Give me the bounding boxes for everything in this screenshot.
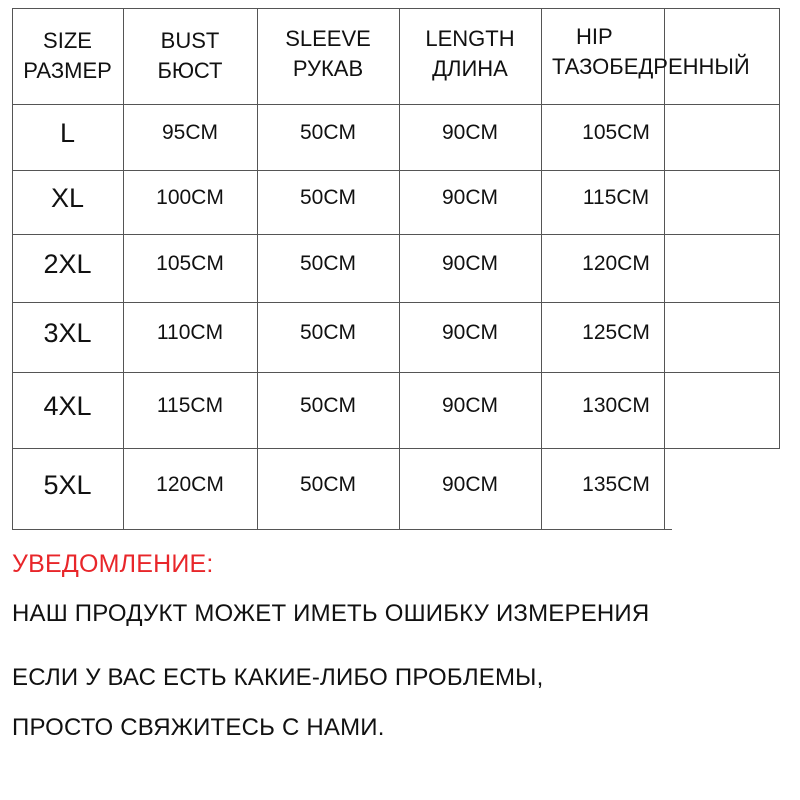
- cell-size: 4XL: [43, 391, 92, 421]
- cell-bust: 95CM: [161, 121, 219, 144]
- cell-hip: 125CM: [582, 321, 650, 344]
- grid-line-row6: [12, 448, 780, 449]
- grid-line-top: [12, 8, 780, 9]
- cell-sleeve: 50CM: [299, 394, 357, 417]
- cell-size: 3XL: [43, 318, 92, 348]
- header-size-en: SIZE: [43, 28, 92, 53]
- cell-bust: 105CM: [156, 252, 224, 275]
- cell-size: 2XL: [43, 249, 92, 279]
- header-hip-ru: ТАЗОБЕДРЕННЫЙ: [552, 53, 750, 79]
- cell-sleeve: 50CM: [299, 473, 357, 496]
- header-bust-ru: БЮСТ: [157, 57, 223, 83]
- cell-hip: 105CM: [582, 121, 650, 144]
- cell-hip: 120CM: [582, 252, 650, 275]
- cell-length: 90CM: [441, 121, 499, 144]
- cell-bust: 115CM: [156, 394, 224, 417]
- cell-sleeve: 50CM: [299, 186, 357, 209]
- cell-hip: 135CM: [582, 473, 650, 496]
- cell-size: XL: [50, 183, 85, 213]
- cell-sleeve: 50CM: [299, 321, 357, 344]
- header-size-ru: РАЗМЕР: [23, 57, 112, 83]
- header-bust: [123, 26, 257, 85]
- cell-hip: 115CM: [582, 186, 650, 209]
- cell-bust: 100CM: [156, 186, 224, 209]
- grid-line-row2: [12, 170, 780, 171]
- header-length-ru: ДЛИНА: [432, 55, 508, 81]
- header-size: [12, 26, 123, 85]
- grid-line-row3: [12, 234, 780, 235]
- grid-line-row4: [12, 302, 780, 303]
- cell-length: 90CM: [441, 186, 499, 209]
- header-sleeve-en: SLEEVE: [285, 26, 371, 51]
- cell-length: 90CM: [441, 473, 499, 496]
- cell-size: L: [59, 118, 76, 148]
- cell-length: 90CM: [441, 321, 499, 344]
- header-bust-en: BUST: [160, 28, 220, 53]
- cell-length: 90CM: [441, 252, 499, 275]
- size-chart-table: [12, 8, 780, 530]
- cell-bust: 110CM: [156, 321, 224, 344]
- grid-line-row5: [12, 372, 780, 373]
- grid-line-bottom: [12, 529, 672, 530]
- header-sleeve-ru: РУКАВ: [292, 55, 364, 81]
- header-hip-en: HIP: [576, 24, 613, 49]
- notice-title: УВЕДОМЛЕНИЕ:: [12, 550, 214, 578]
- header-length: [399, 24, 541, 83]
- header-length-en: LENGTH: [425, 26, 515, 51]
- notice-line-2: ЕСЛИ У ВАС ЕСТЬ КАКИЕ-ЛИБО ПРОБЛЕМЫ,: [12, 664, 544, 691]
- cell-length: 90CM: [441, 394, 499, 417]
- cell-hip: 130CM: [582, 394, 650, 417]
- cell-bust: 120CM: [156, 473, 224, 496]
- notice-line-1: НАШ ПРОДУКТ МОЖЕТ ИМЕТЬ ОШИБКУ ИЗМЕРЕНИЯ: [12, 600, 650, 627]
- header-hip: [552, 22, 782, 81]
- header-sleeve: [257, 24, 399, 83]
- notice-line-3: ПРОСТО СВЯЖИТЕСЬ С НАМИ.: [12, 714, 385, 741]
- cell-sleeve: 50CM: [299, 252, 357, 275]
- grid-line-row1: [12, 104, 780, 105]
- cell-size: 5XL: [43, 470, 92, 500]
- cell-sleeve: 50CM: [299, 121, 357, 144]
